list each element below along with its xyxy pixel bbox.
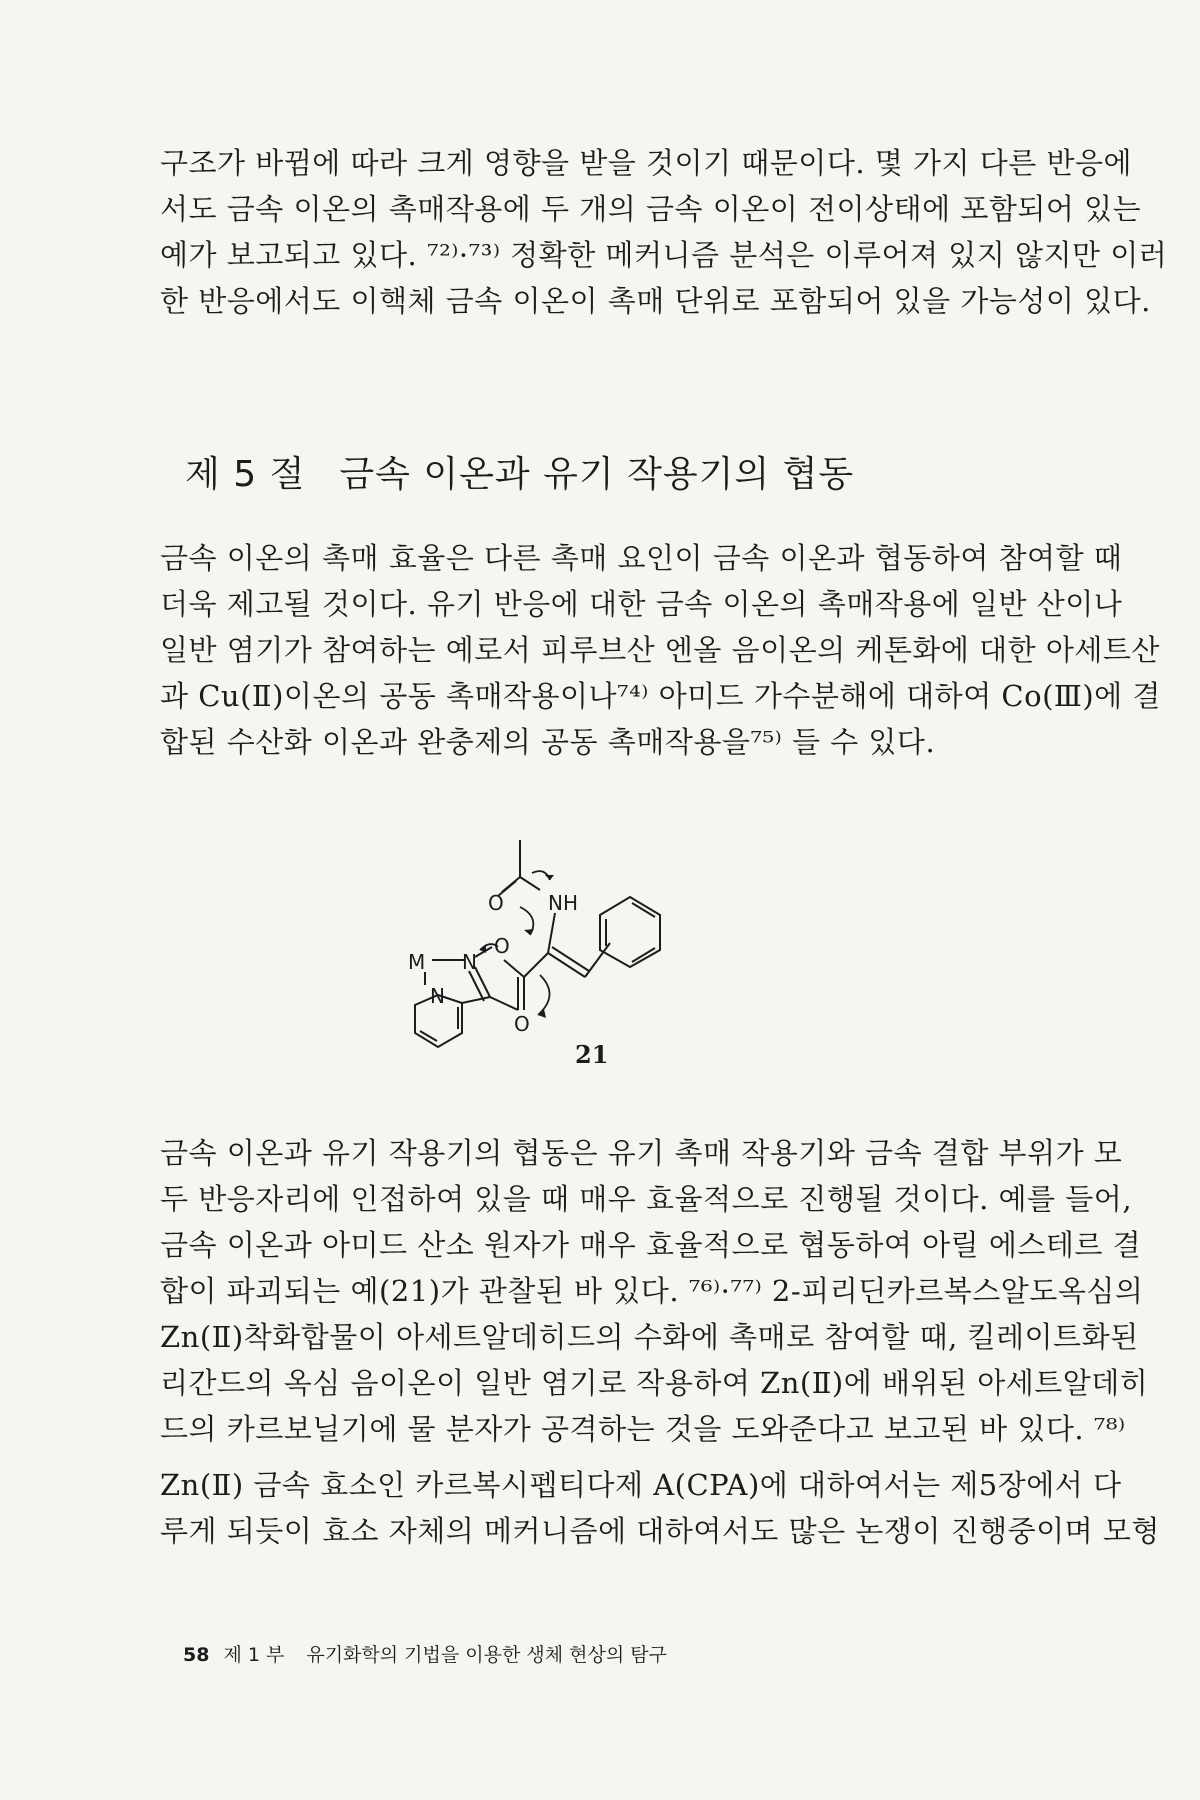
text-line: 일반 염기가 참여하는 예로서 피루브산 엔올 음이온의 케톤화에 대한 아세트산 <box>160 633 1160 667</box>
text-line: 루게 되듯이 효소 자체의 메커니즘에 대하여서도 많은 논쟁이 진행중이며 모형 <box>160 1514 1160 1548</box>
atom-label: O <box>514 1012 530 1036</box>
atom-label: NH <box>548 891 578 915</box>
compound-number: 21 <box>575 1040 609 1069</box>
page-number: 58 <box>183 1644 210 1666</box>
text-line: Zn(Ⅱ) 금속 효소인 카르복시펩티다제 A(CPA)에 대하여서는 제5장에서 다 <box>160 1468 1122 1502</box>
text-line: 드의 카르보닐기에 물 분자가 공격하는 것을 도와준다고 보고된 바 있다. ⁷⁸⁾ <box>160 1412 1126 1446</box>
section-heading <box>185 450 854 500</box>
text-line: 금속 이온의 촉매 효율은 다른 촉매 요인이 금속 이온과 협동하여 참여할 때 <box>160 541 1123 575</box>
paragraph-4 <box>160 1462 1160 1554</box>
text-line: 합된 수산화 이온과 완충제의 공동 촉매작용을⁷⁵⁾ 들 수 있다. <box>160 725 936 759</box>
section-title: 금속 이온과 유기 작용기의 협동 <box>339 454 855 495</box>
paragraph-3 <box>160 1130 1149 1452</box>
text-line: 금속 이온과 유기 작용기의 협동은 유기 촉매 작용기와 금속 결합 부위가 모 <box>160 1136 1123 1170</box>
text-line: 두 반응자리에 인접하여 있을 때 매우 효율적으로 진행될 것이다. 예를 들어, <box>160 1182 1133 1216</box>
text-line: Zn(Ⅱ)착화합물이 아세트알데히드의 수화에 촉매로 참여할 때, 킬레이트화된 <box>160 1320 1139 1354</box>
text-line: 리간드의 옥심 음이온이 일반 염기로 작용하여 Zn(Ⅱ)에 배위된 아세트알데히 <box>160 1366 1149 1400</box>
atom-label: N <box>462 950 477 974</box>
text-line: 한 반응에서도 이핵체 금속 이온이 촉매 단위로 포함되어 있을 가능성이 있다. <box>160 284 1151 318</box>
text-line: 합이 파괴되는 예(21)가 관찰된 바 있다. ⁷⁶⁾·⁷⁷⁾ 2-피리딘카르복스알도옥심의 <box>160 1274 1144 1308</box>
text-line: 더욱 제고될 것이다. 유기 반응에 대한 금속 이온의 촉매작용에 일반 산이나 <box>160 587 1123 621</box>
atom-label: N <box>430 984 445 1008</box>
paragraph-1 <box>160 140 1168 324</box>
text-line: 예가 보고되고 있다. ⁷²⁾·⁷³⁾ 정확한 메커니즘 분석은 이루어져 있지 않지만 이러 <box>160 238 1168 272</box>
page-footer <box>183 1640 667 1667</box>
text-line: 과 Cu(Ⅱ)이온의 공동 촉매작용이나⁷⁴⁾ 아미드 가수분해에 대하여 Co(Ⅲ)에 결 <box>160 679 1161 713</box>
part-label: 제 1 부 <box>223 1644 285 1666</box>
text-line: 금속 이온과 아미드 산소 원자가 매우 효율적으로 협동하여 아릴 에스테르 결 <box>160 1228 1142 1262</box>
part-title: 유기화학의 기법을 이용한 생체 현상의 탐구 <box>306 1644 667 1666</box>
atom-label: O <box>494 934 510 958</box>
paragraph-2 <box>160 535 1161 765</box>
atom-label: O <box>488 891 504 915</box>
atom-label: M <box>408 950 426 974</box>
section-number: 제 5 절 <box>185 454 306 495</box>
text-line: 구조가 바뀜에 따라 크게 영향을 받을 것이기 때문이다. 몇 가지 다른 반응에 <box>160 146 1133 180</box>
text-line: 서도 금속 이온의 촉매작용에 두 개의 금속 이온이 전이상태에 포함되어 있는 <box>160 192 1142 226</box>
